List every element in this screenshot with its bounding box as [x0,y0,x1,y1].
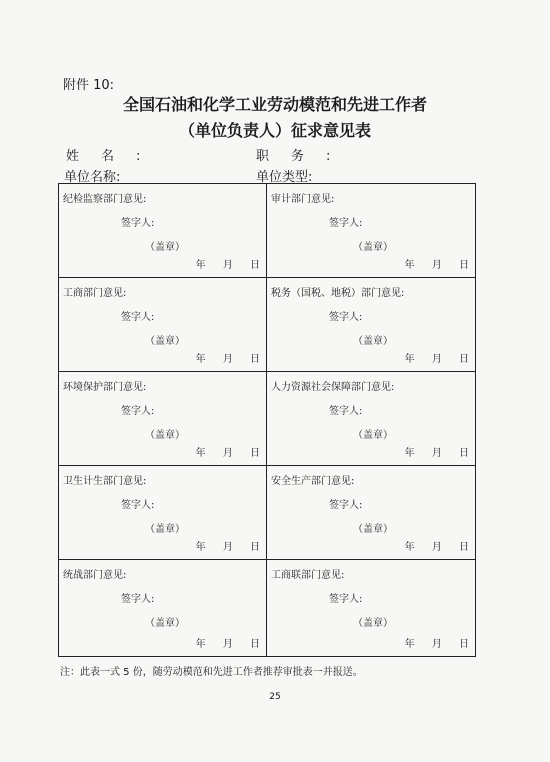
date-label: 年 月 日 [195,354,260,365]
attachment-label: 附件 10: [63,78,115,93]
opinion-label: 人力资源社会保障部门意见: [271,382,395,393]
form-title-line1: 全国石油和化学工业劳动模范和先进工作者 [122,95,427,114]
opinion-cell [267,560,475,656]
opinion-label: 税务（国税、地税）部门意见: [271,288,405,299]
stamp-label: （盖章） [353,618,393,629]
date-label: 年 月 日 [195,260,260,271]
signer-label: 签字人: [329,594,363,605]
opinion-cell [267,372,475,466]
stamp-label: （盖章） [145,242,185,253]
stamp-label: （盖章） [353,430,393,441]
opinion-cell [267,278,475,372]
stamp-label: （盖章） [145,524,185,535]
date-label: 年 月 日 [195,639,260,650]
date-label: 年 月 日 [404,354,469,365]
opinion-cell [267,466,475,560]
stamp-label: （盖章） [353,336,393,347]
date-label: 年 月 日 [195,542,260,553]
opinion-label: 工商部门意见: [63,288,127,299]
opinion-table [58,183,476,657]
opinion-cell [59,184,267,278]
signer-label: 签字人: [121,218,155,229]
date-label: 年 月 日 [404,448,469,459]
form-title-line2: （单位负责人）征求意见表 [178,121,371,140]
date-label: 年 月 日 [404,542,469,553]
signer-label: 签字人: [121,312,155,323]
signer-label: 签字人: [121,594,155,605]
date-label: 年 月 日 [195,448,260,459]
opinion-label: 工商联部门意见: [271,570,345,581]
page-number: 25 [269,692,281,702]
date-label: 年 月 日 [404,260,469,271]
signer-label: 签字人: [121,500,155,511]
opinion-label: 环境保护部门意见: [63,382,147,393]
opinion-cell [59,560,267,656]
footnote: 注：此表一式 5 份，随劳动模范和先进工作者推荐审批表一并报送。 [60,667,363,678]
opinion-cell [267,184,475,278]
opinion-label: 统战部门意见: [63,570,127,581]
signer-label: 签字人: [329,406,363,417]
opinion-cell [59,278,267,372]
signer-label: 签字人: [329,218,363,229]
opinion-cell [59,466,267,560]
name-field-label: 姓名: [66,149,163,164]
position-field-label: 职务: [256,149,353,164]
org-type-field-label: 单位类型: [256,170,313,185]
stamp-label: （盖章） [353,242,393,253]
date-label: 年 月 日 [404,639,469,650]
org-name-field-label: 单位名称: [64,170,121,185]
signer-label: 签字人: [329,312,363,323]
signer-label: 签字人: [329,500,363,511]
stamp-label: （盖章） [145,618,185,629]
opinion-label: 卫生计生部门意见: [63,476,147,487]
opinion-label: 纪检监察部门意见: [63,194,147,205]
opinion-label: 审计部门意见: [271,194,335,205]
opinion-label: 安全生产部门意见: [271,476,355,487]
stamp-label: （盖章） [145,336,185,347]
stamp-label: （盖章） [353,524,393,535]
opinion-cell [59,372,267,466]
stamp-label: （盖章） [145,430,185,441]
signer-label: 签字人: [121,406,155,417]
